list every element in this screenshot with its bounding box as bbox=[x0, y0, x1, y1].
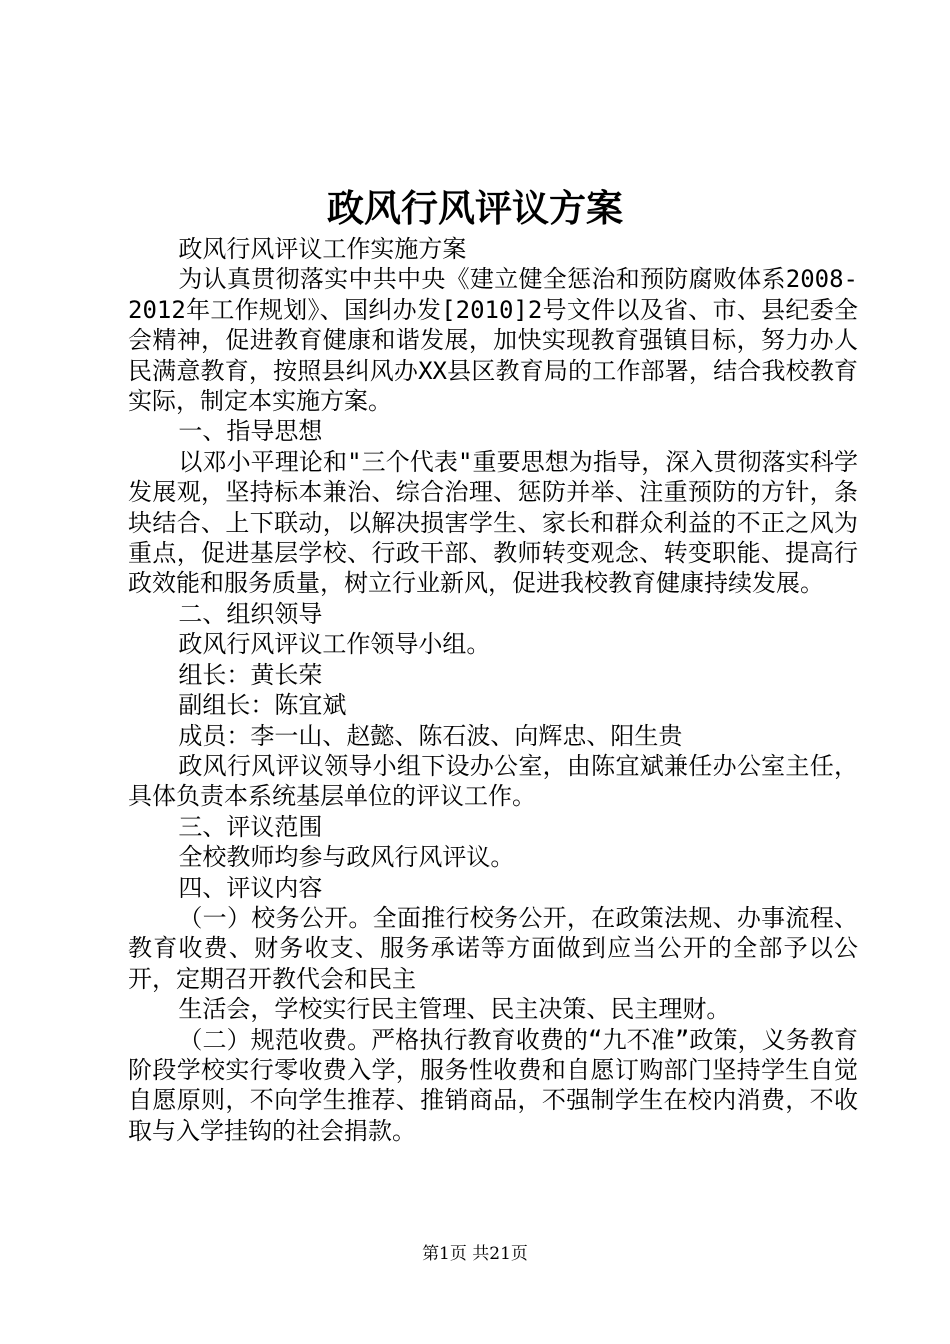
paragraph-fees: （二）规范收费。严格执行教育收费的“九不准”政策，义务教育阶段学校实行零收费入学，服务性收费和自愿订购部门坚持学生自觉自愿原则，不向学生推荐、推销商品，不强制学生在校内消费，不收取与入学挂钩的社会捐款。 bbox=[128, 1025, 858, 1145]
document-body bbox=[128, 234, 858, 1146]
paragraph-scope: 全校教师均参与政风行风评议。 bbox=[178, 843, 515, 872]
paragraph-guiding-ideology: 以邓小平理论和"三个代表"重要思想为指导，深入贯彻落实科学发展观，坚持标本兼治、综合治理、惩防并举、注重预防的方针，条块结合、上下联动，以解决损害学生、家长和群众利益的不正之风为重点，促进基层学校、行政干部、教师转变观念、转变职能、提高行政效能和服务质量，树立行业新风，促进我校教育健康持续发展。 bbox=[128, 447, 858, 598]
document-title: 政风行风评议方案 bbox=[327, 186, 623, 230]
paragraph-intro: 为认真贯彻落实中共中央《建立健全惩治和预防腐败体系2008-2012年工作规划》、国纠办发[2010]2号文件以及省、市、县纪委全会精神，促进教育健康和谐发展，加快实现教育强镇目标，努力办人民满意教育，按照县纠风办XX县区教育局的工作部署，结合我校教育实际，制定本实施方案。 bbox=[128, 265, 858, 416]
paragraph-office: 政风行风评议领导小组下设办公室，由陈宜斌兼任办公室主任，具体负责本系统基层单位的评议工作。 bbox=[128, 751, 858, 811]
paragraph-leading-group: 政风行风评议工作领导小组。 bbox=[178, 630, 491, 659]
section-heading-guiding-ideology: 一、指导思想 bbox=[178, 417, 323, 446]
page-footer: 第1页 共21页 bbox=[422, 1244, 528, 1264]
paragraph-subtitle: 政风行风评议工作实施方案 bbox=[178, 235, 467, 263]
section-heading-content: 四、评议内容 bbox=[178, 873, 323, 902]
section-heading-organization: 二、组织领导 bbox=[178, 599, 323, 628]
paragraph-members: 成员：李一山、赵懿、陈石波、向辉忠、阳生贵 bbox=[178, 721, 683, 750]
paragraph-deputy-leader: 副组长：陈宜斌 bbox=[178, 691, 347, 720]
paragraph-group-leader: 组长：黄长荣 bbox=[178, 660, 323, 689]
paragraph-democratic-life: 生活会，学校实行民主管理、民主决策、民主理财。 bbox=[178, 995, 731, 1024]
section-heading-scope: 三、评议范围 bbox=[178, 812, 323, 841]
paragraph-school-affairs: （一）校务公开。全面推行校务公开，在政策法规、办事流程、教育收费、财务收支、服务承诺等方面做到应当公开的全部予以公开，定期召开教代会和民主 bbox=[128, 903, 858, 993]
